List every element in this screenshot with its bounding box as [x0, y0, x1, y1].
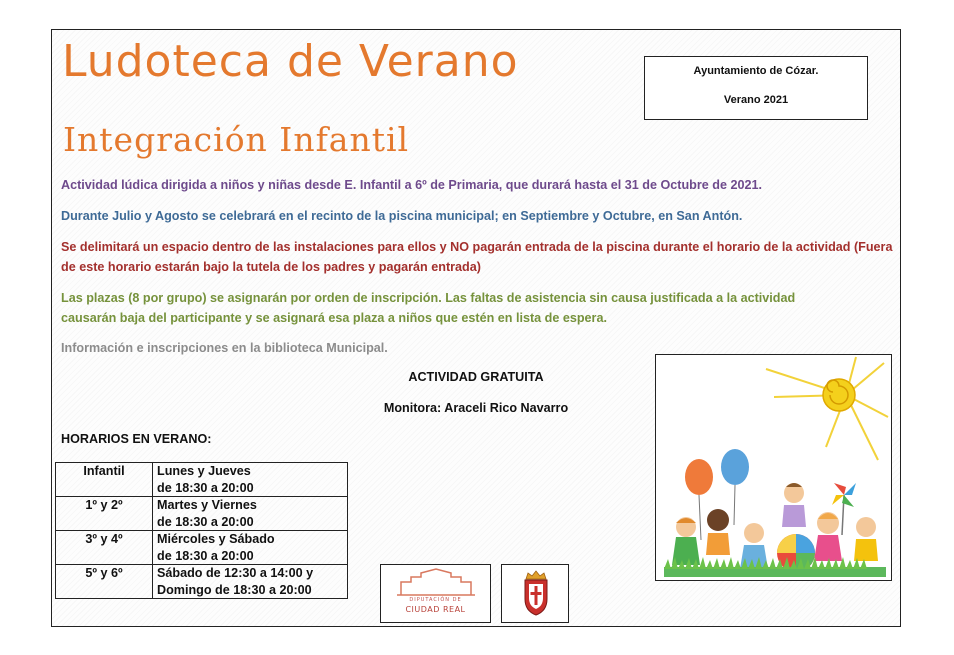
free-activity-notice: ACTIVIDAD GRATUITA [408, 370, 544, 384]
group-cell: 1º y 2º [56, 497, 153, 531]
diputacion-small-text: DIPUTACIÓN DE [409, 597, 462, 603]
sun-icon [766, 357, 888, 460]
table-row [56, 463, 348, 497]
schedule-title: HORARIOS EN VERANO: [61, 432, 212, 446]
children-illustration-svg [656, 355, 892, 581]
time-cell: Martes y Viernes de 18:30 a 20:00 [153, 497, 348, 531]
table-row [56, 531, 348, 565]
paragraph-info: Información e inscripciones en la biblioteca Municipal. [61, 341, 388, 355]
paragraph-places: Las plazas (8 por grupo) se asignarán por orden de inscripción. Las faltas de asistencia sin causa justificada a la actividad causarán baja del participante y se asignará esa plaza a niños que estén en lista de espera. [61, 291, 796, 325]
diputacion-logo [380, 564, 491, 623]
paragraph-pool: Se delimitará un espacio dentro de las instalaciones para ellos y NO pagarán entrada de la piscina durante el horario de la actividad (Fuera de este horario estarán bajo la tutela de los padres y pagarán entrada) [61, 240, 893, 274]
time-cell: Lunes y Jueves de 18:30 a 20:00 [153, 463, 348, 497]
organizer-year: Verano 2021 [723, 94, 789, 106]
table-row [56, 497, 348, 531]
organizer-box [644, 56, 868, 120]
ciudad-real-text: CIUDAD REAL [405, 605, 466, 614]
time-cell: Miércoles y Sábado de 18:30 a 20:00 [153, 531, 348, 565]
group-cell: 3º y 4º [56, 531, 153, 565]
paragraph-description: Actividad lúdica dirigida a niños y niñas desde E. Infantil a 6º de Primaria, que durará hasta el 31 de Octubre de 2021. [61, 178, 762, 192]
monitor-name: Monitora: Araceli Rico Navarro [383, 401, 569, 415]
paragraph-location: Durante Julio y Agosto se celebrará en el recinto de la piscina municipal; en Septiembre y Octubre, en San Antón. [61, 209, 743, 223]
main-title: Ludoteca de Verano [62, 36, 519, 87]
children-illustration [655, 354, 892, 581]
organizer-name: Ayuntamiento de Cózar. [693, 65, 819, 77]
table-row [56, 565, 348, 599]
group-cell: Infantil [56, 463, 153, 497]
group-cell: 5º y 6º [56, 565, 153, 599]
coat-of-arms-icon [502, 565, 570, 624]
subtitle: Integración Infantil [63, 120, 410, 159]
children-figures [672, 483, 878, 569]
coat-of-arms-logo [501, 564, 569, 623]
schedule-table [55, 462, 348, 599]
building-icon [381, 568, 492, 598]
time-cell: Sábado de 12:30 a 14:00 y Domingo de 18:30 a 20:00 [153, 565, 348, 599]
